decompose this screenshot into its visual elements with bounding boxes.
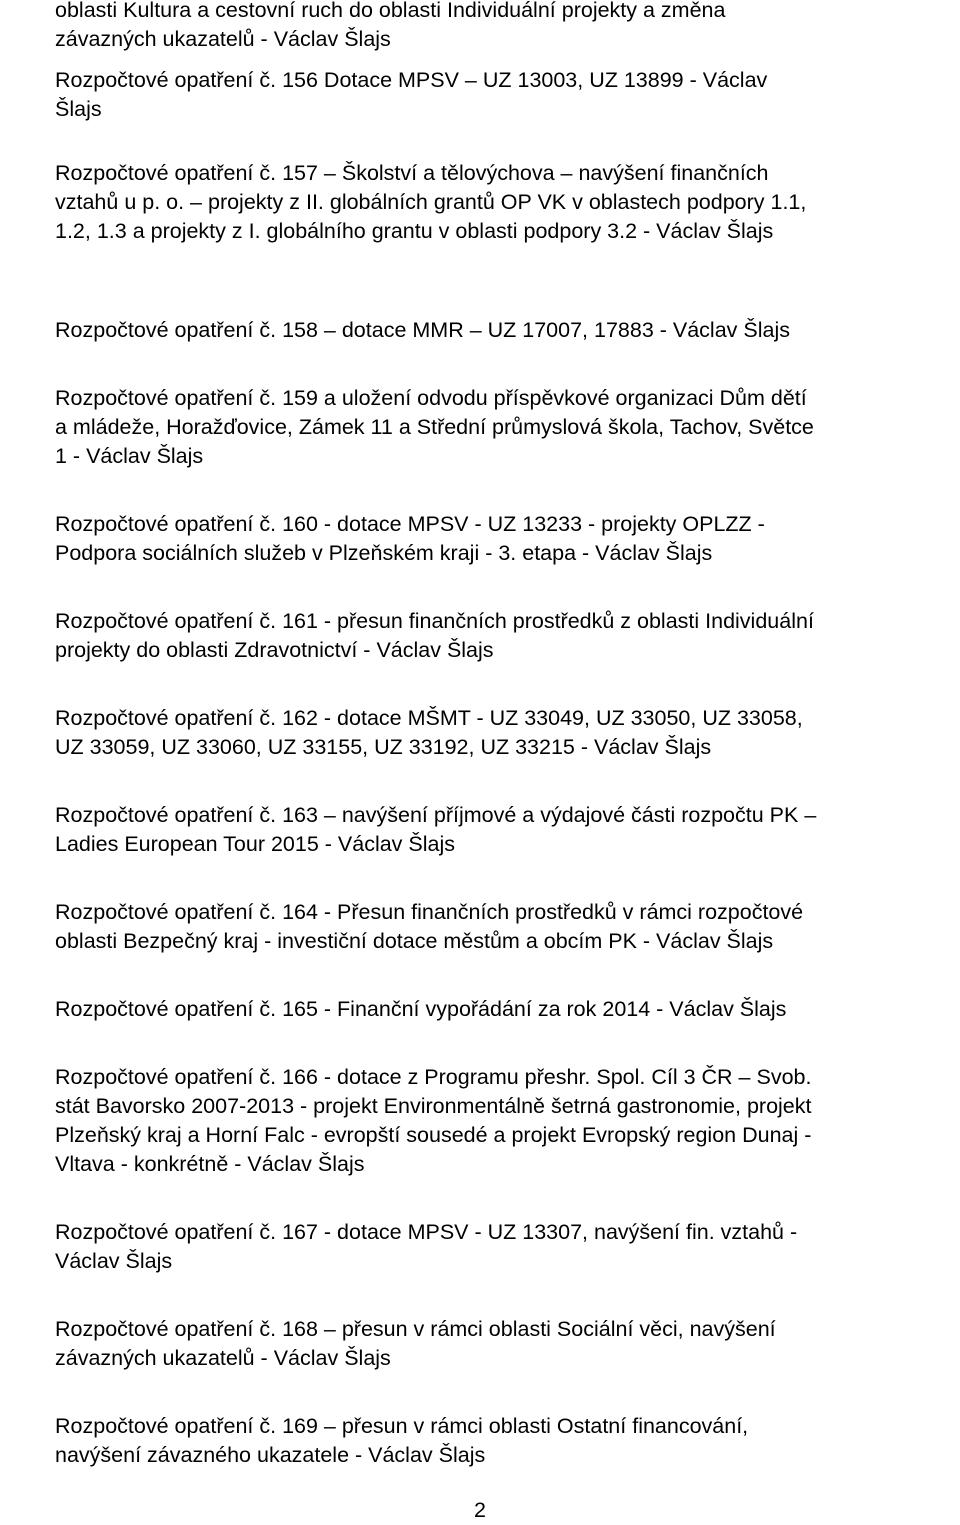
text-line: Rozpočtové opatření č. 157 – Školství a tělovýchova – navýšení finančních bbox=[55, 161, 769, 185]
item-text bbox=[55, 316, 905, 345]
text-line: Rozpočtové opatření č. 168 – přesun v rámci oblasti Sociální věci, navýšení bbox=[55, 1317, 776, 1341]
item-text bbox=[55, 607, 905, 665]
item-text bbox=[55, 510, 905, 568]
item-text bbox=[55, 66, 905, 124]
item-text bbox=[55, 995, 905, 1024]
item-text bbox=[55, 801, 905, 859]
text-line: Rozpočtové opatření č. 163 – navýšení příjmové a výdajové části rozpočtu PK – bbox=[55, 803, 817, 827]
text-line: oblasti Bezpečný kraj - investiční dotace městům a obcím PK - Václav Šlajs bbox=[55, 929, 774, 953]
text-line: vztahů u p. o. – projekty z II. globálních grantů OP VK v oblastech podpory 1.1, bbox=[55, 190, 807, 214]
text-line: oblasti Kultura a cestovní ruch do oblasti Individuální projekty a změna bbox=[55, 0, 726, 22]
text-line: Rozpočtové opatření č. 161 - přesun finančních prostředků z oblasti Individuální bbox=[55, 609, 814, 633]
text-line: Rozpočtové opatření č. 162 - dotace MŠMT - UZ 33049, UZ 33050, UZ 33058, bbox=[55, 706, 803, 730]
agenda-item-20 bbox=[0, 704, 905, 762]
text-line: Plzeňský kraj a Horní Falc - evropští sousedé a projekt Evropský region Dunaj - bbox=[55, 1123, 812, 1147]
agenda-item-22 bbox=[0, 898, 905, 956]
text-line: projekty do oblasti Zdravotnictví - Václav Šlajs bbox=[55, 638, 494, 662]
agenda-item-15 bbox=[0, 159, 905, 246]
text-line: Rozpočtové opatření č. 159 a uložení odvodu příspěvkové organizaci Dům dětí bbox=[55, 386, 807, 410]
text-line: Rozpočtové opatření č. 166 - dotace z Programu přeshr. Spol. Cíl 3 ČR – Svob. bbox=[55, 1065, 812, 1089]
agenda-item-14 bbox=[0, 66, 905, 124]
agenda-item-16 bbox=[0, 316, 905, 345]
continuation-paragraph bbox=[55, 0, 955, 54]
item-text bbox=[55, 704, 905, 762]
text-line: UZ 33059, UZ 33060, UZ 33155, UZ 33192, UZ 33215 - Václav Šlajs bbox=[55, 735, 712, 759]
item-text bbox=[55, 159, 905, 246]
agenda-item-19 bbox=[0, 607, 905, 665]
agenda-item-23 bbox=[0, 995, 905, 1024]
text-line: stát Bavorsko 2007-2013 - projekt Environmentálně šetrná gastronomie, projekt bbox=[55, 1094, 812, 1118]
text-line: 1 - Václav Šlajs bbox=[55, 444, 204, 468]
agenda-item-24 bbox=[0, 1063, 905, 1179]
agenda-item-27 bbox=[0, 1412, 905, 1470]
text-line: 1.2, 1.3 a projekty z I. globálního grantu v oblasti podpory 3.2 - Václav Šlajs bbox=[55, 219, 774, 243]
text-line: Rozpočtové opatření č. 160 - dotace MPSV - UZ 13233 - projekty OPLZZ - bbox=[55, 512, 765, 536]
text-line: Rozpočtové opatření č. 165 - Finanční vypořádání za rok 2014 - Václav Šlajs bbox=[55, 997, 787, 1021]
agenda-item-18 bbox=[0, 510, 905, 568]
text-line: Podpora sociálních služeb v Plzeňském kraji - 3. etapa - Václav Šlajs bbox=[55, 541, 713, 565]
text-line: závazných ukazatelů - Václav Šlajs bbox=[55, 1346, 391, 1370]
text-line: Rozpočtové opatření č. 158 – dotace MMR – UZ 17007, 17883 - Václav Šlajs bbox=[55, 318, 790, 342]
item-text bbox=[55, 1412, 905, 1470]
agenda-item-25 bbox=[0, 1218, 905, 1276]
agenda-item-26 bbox=[0, 1315, 905, 1373]
text-line: a mládeže, Horažďovice, Zámek 11 a Střední průmyslová škola, Tachov, Světce bbox=[55, 415, 814, 439]
text-line: závazných ukazatelů - Václav Šlajs bbox=[55, 27, 391, 51]
item-text bbox=[55, 898, 905, 956]
text-line: Rozpočtové opatření č. 156 Dotace MPSV – UZ 13003, UZ 13899 - Václav bbox=[55, 68, 768, 92]
text-line: Ladies European Tour 2015 - Václav Šlajs bbox=[55, 832, 455, 856]
page-number: 2 bbox=[474, 1498, 486, 1522]
item-text bbox=[55, 384, 905, 471]
text-line: navýšení závazného ukazatele - Václav Šlajs bbox=[55, 1443, 486, 1467]
item-text bbox=[55, 1218, 905, 1276]
text-line: Rozpočtové opatření č. 167 - dotace MPSV - UZ 13307, navýšení fin. vztahů - bbox=[55, 1220, 798, 1244]
text-line: Vltava - konkrétně - Václav Šlajs bbox=[55, 1152, 365, 1176]
agenda-item-21 bbox=[0, 801, 905, 859]
text-line: Rozpočtové opatření č. 164 - Přesun finančních prostředků v rámci rozpočtové bbox=[55, 900, 804, 924]
text-line: Šlajs bbox=[55, 97, 102, 121]
item-text bbox=[55, 1315, 905, 1373]
text-line: Rozpočtové opatření č. 169 – přesun v rámci oblasti Ostatní financování, bbox=[55, 1414, 749, 1438]
text-line: Václav Šlajs bbox=[55, 1249, 173, 1273]
item-text bbox=[55, 1063, 905, 1179]
agenda-item-17 bbox=[0, 384, 905, 471]
